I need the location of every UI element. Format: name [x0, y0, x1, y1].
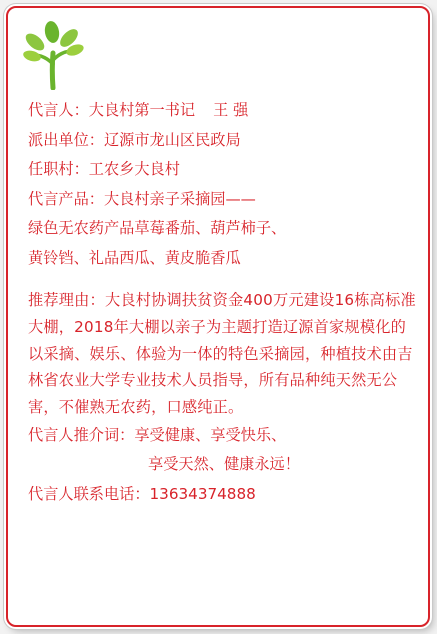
post-village-row [28, 155, 416, 185]
product-line-3: 黄铃铛、礼品西瓜、黄皮脆香瓜 [28, 248, 241, 267]
slogan-line-2: 享受天然、健康永远！ [148, 455, 300, 474]
green-sprout-icon [22, 20, 84, 90]
spacer [28, 273, 416, 287]
product-line-1: 大良村亲子采摘园—— [103, 189, 256, 208]
post-value: 工农乡大良村 [88, 160, 180, 178]
recommendation-label: 推荐理由： [28, 291, 105, 309]
spokesperson-name: 王 强 [213, 101, 249, 119]
card-content [28, 96, 416, 509]
slogan-row [28, 421, 416, 451]
dispatch-value: 辽源市龙山区民政局 [103, 130, 241, 149]
dispatch-unit-row [28, 126, 416, 156]
product-row [28, 185, 416, 215]
post-label: 任职村： [28, 160, 89, 178]
contact-phone: 13634374888 [149, 484, 256, 503]
contact-label: 代言人联系电话： [28, 484, 150, 503]
spokesperson-title: 大良村第一书记 [88, 101, 196, 119]
product-line-2: 绿色无农药产品草莓番茄、葫芦柿子、 [28, 219, 287, 237]
info-card [6, 6, 430, 627]
spokesperson-row [28, 96, 416, 126]
slogan-line-1: 享受健康、享受快乐、 [134, 425, 287, 444]
recommendation-paragraph [28, 287, 416, 421]
spokesperson-label: 代言人： [28, 101, 89, 119]
slogan-label: 代言人推介词： [28, 425, 135, 444]
contact-row [28, 480, 416, 510]
product-label: 代言产品： [28, 189, 104, 208]
recommendation-text: 大良村协调扶贫资金400万元建设16栋高标准大棚，2018年大棚以亲子为主题打造辽源首家规模化的以采摘、娱乐、体验为一体的特色采摘园，种植技术由吉林省农业大学专业技术人员指导，所有品种纯天然无公害，不催熟无农药，口感纯正。 [28, 291, 416, 417]
dispatch-label: 派出单位： [28, 130, 104, 149]
